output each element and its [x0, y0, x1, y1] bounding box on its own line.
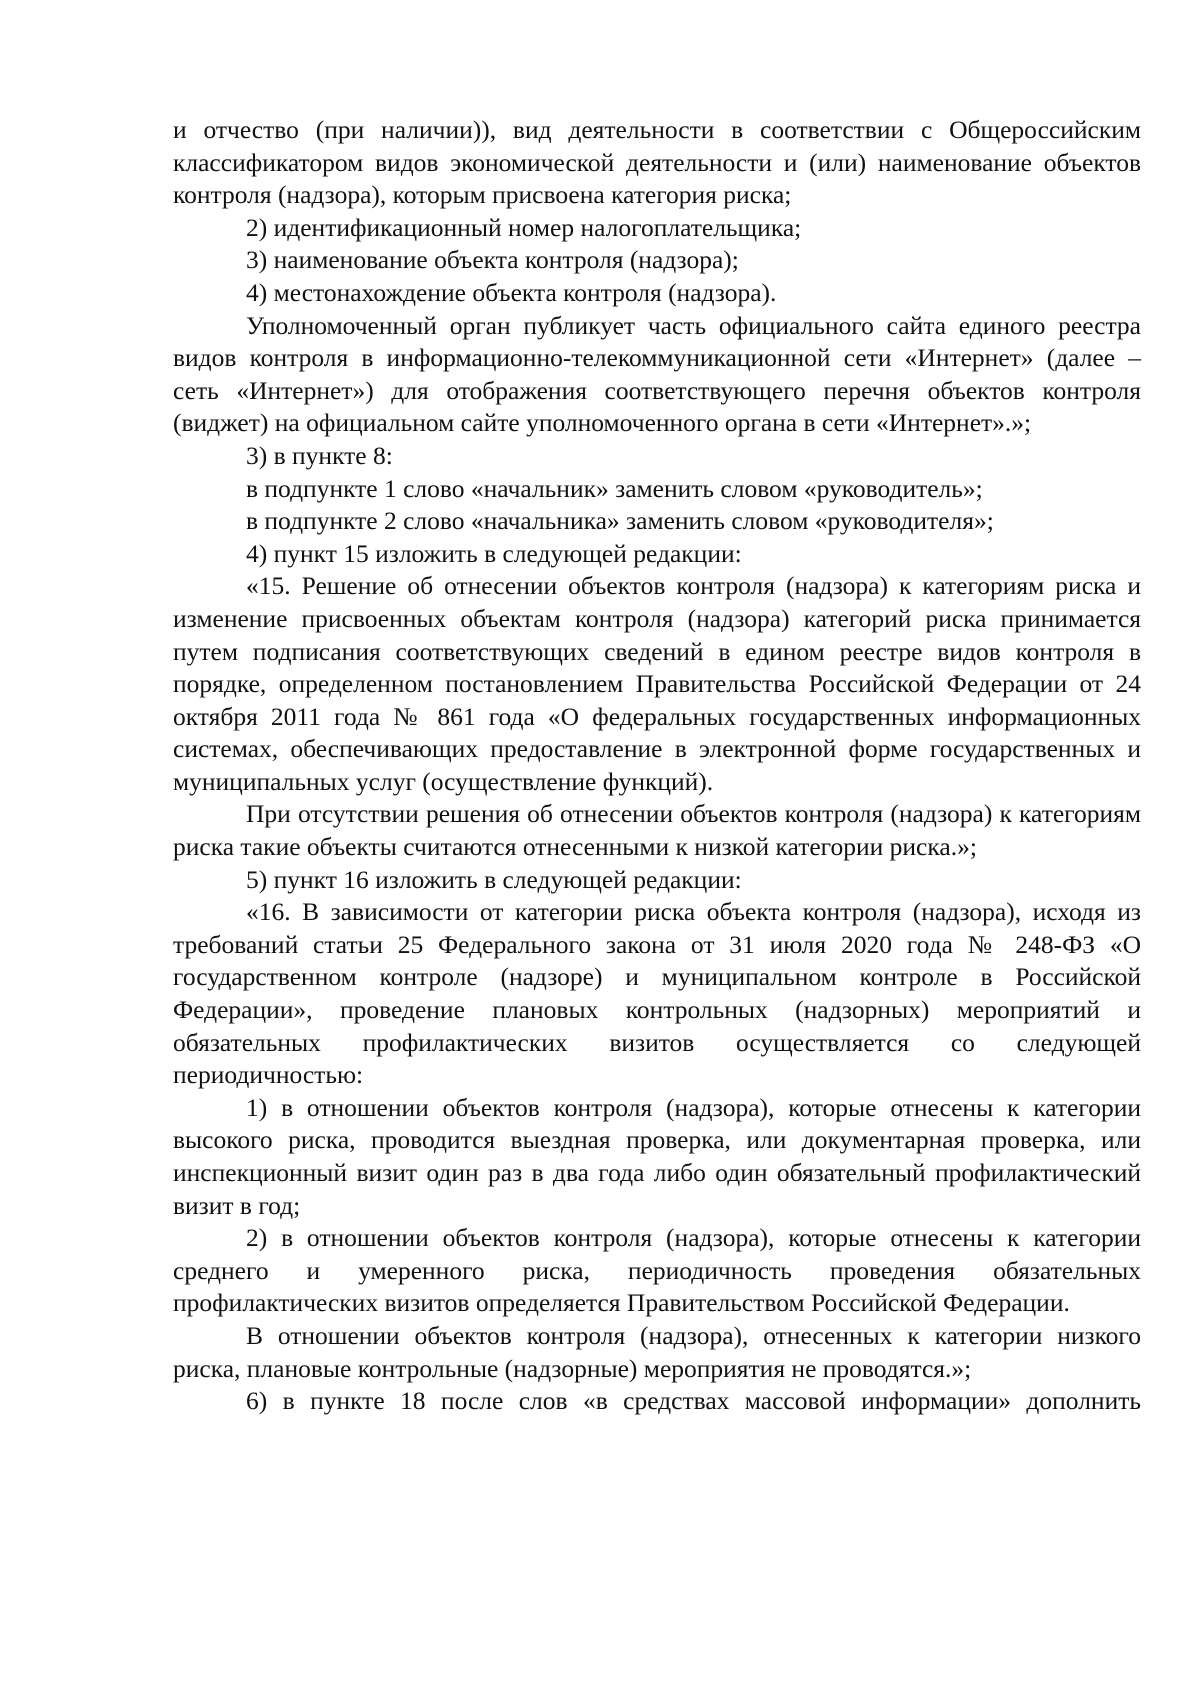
paragraph-item-2-inn: 2) идентификационный номер налогоплательщика;: [246, 212, 802, 242]
paragraph-item-3-object-name: 3) наименование объекта контроля (надзора);: [246, 245, 739, 275]
paragraph-authority-publishes-widget: Уполномоченный орган публикует часть официального сайта единого реестра видов контроля в информационно-телекоммуникационной сети «Интернет» (далее – сеть «Интернет») для отображения соответствующего перечня объектов контроля (виджет) на официальном сайте уполномоченного органа в сети «Интернет».»;: [173, 310, 1141, 438]
paragraph-clause-16-low-risk: В отношении объектов контроля (надзора), отнесенных к категории низкого риска, плановые контрольные (надзорные) мероприятия не проводятся.»;: [173, 1320, 1141, 1383]
paragraph-amendment-4-clause-15: 4) пункт 15 изложить в следующей редакции:: [246, 538, 742, 568]
paragraph-continuation-risk-category-list: и отчество (при наличии)), вид деятельности в соответствии с Общероссийским классификатором видов экономической деятельности и (или) наименование объектов контроля (надзора), которым присвоена категория риска;: [173, 115, 1141, 210]
paragraph-clause-15-low-risk-default: При отсутствии решения об отнесении объектов контроля (надзора) к категориям риска такие объекты считаются отнесенными к низкой категории риска.»;: [173, 799, 1141, 862]
paragraph-item-4-object-location: 4) местонахождение объекта контроля (надзора).: [246, 277, 777, 307]
document-body: [173, 114, 1141, 1418]
paragraph-clause-16-text: «16. В зависимости от категории риска объекта контроля (надзора), исходя из требований статьи 25 Федерального закона от 31 июля 2020 года № 248-ФЗ «О государственном контроле (надзоре) и муниципальном контроле в Российской Федерации», проведение плановых контрольных (надзорных) мероприятий и обязательных профилактических визитов осуществляется со следующей периодичностью:: [173, 897, 1141, 1090]
paragraph-amendment-3-clause-8: 3) в пункте 8:: [246, 440, 393, 470]
paragraph-clause-15-text: «15. Решение об отнесении объектов контроля (надзора) к категориям риска и изменение присвоенных объектам контроля (надзора) категорий риска принимается путем подписания соответствующих сведений в едином реестре видов контроля в порядке, определенном постановлением Правительства Российской Федерации от 24 октября 2011 года № 861 года «О федеральных государственных информационных системах, обеспечивающих предоставление в электронной форме государственных и муниципальных услуг (осуществление функций).: [173, 571, 1141, 796]
paragraph-amendment-5-clause-16: 5) пункт 16 изложить в следующей редакции:: [246, 864, 742, 894]
paragraph-amendment-6-clause-18: 6) в пункте 18 после слов «в средствах массовой информации» дополнить: [246, 1386, 1141, 1416]
paragraph-clause-16-item-2-medium-risk: 2) в отношении объектов контроля (надзора), которые отнесены к категории среднего и умеренного риска, периодичность проведения обязательных профилактических визитов определяется Правительством Российской Федерации.: [173, 1223, 1141, 1318]
paragraph-clause-16-item-1-high-risk: 1) в отношении объектов контроля (надзора), которые отнесены к категории высокого риска, проводится выездная проверка, или документарная проверка, или инспекционный визит один раз в два года либо один обязательный профилактический визит в год;: [173, 1092, 1141, 1220]
paragraph-subclause-1-replace-word: в подпункте 1 слово «начальник» заменить словом «руководитель»;: [246, 473, 983, 503]
paragraph-subclause-2-replace-word: в подпункте 2 слово «начальника» заменить словом «руководителя»;: [246, 506, 994, 536]
